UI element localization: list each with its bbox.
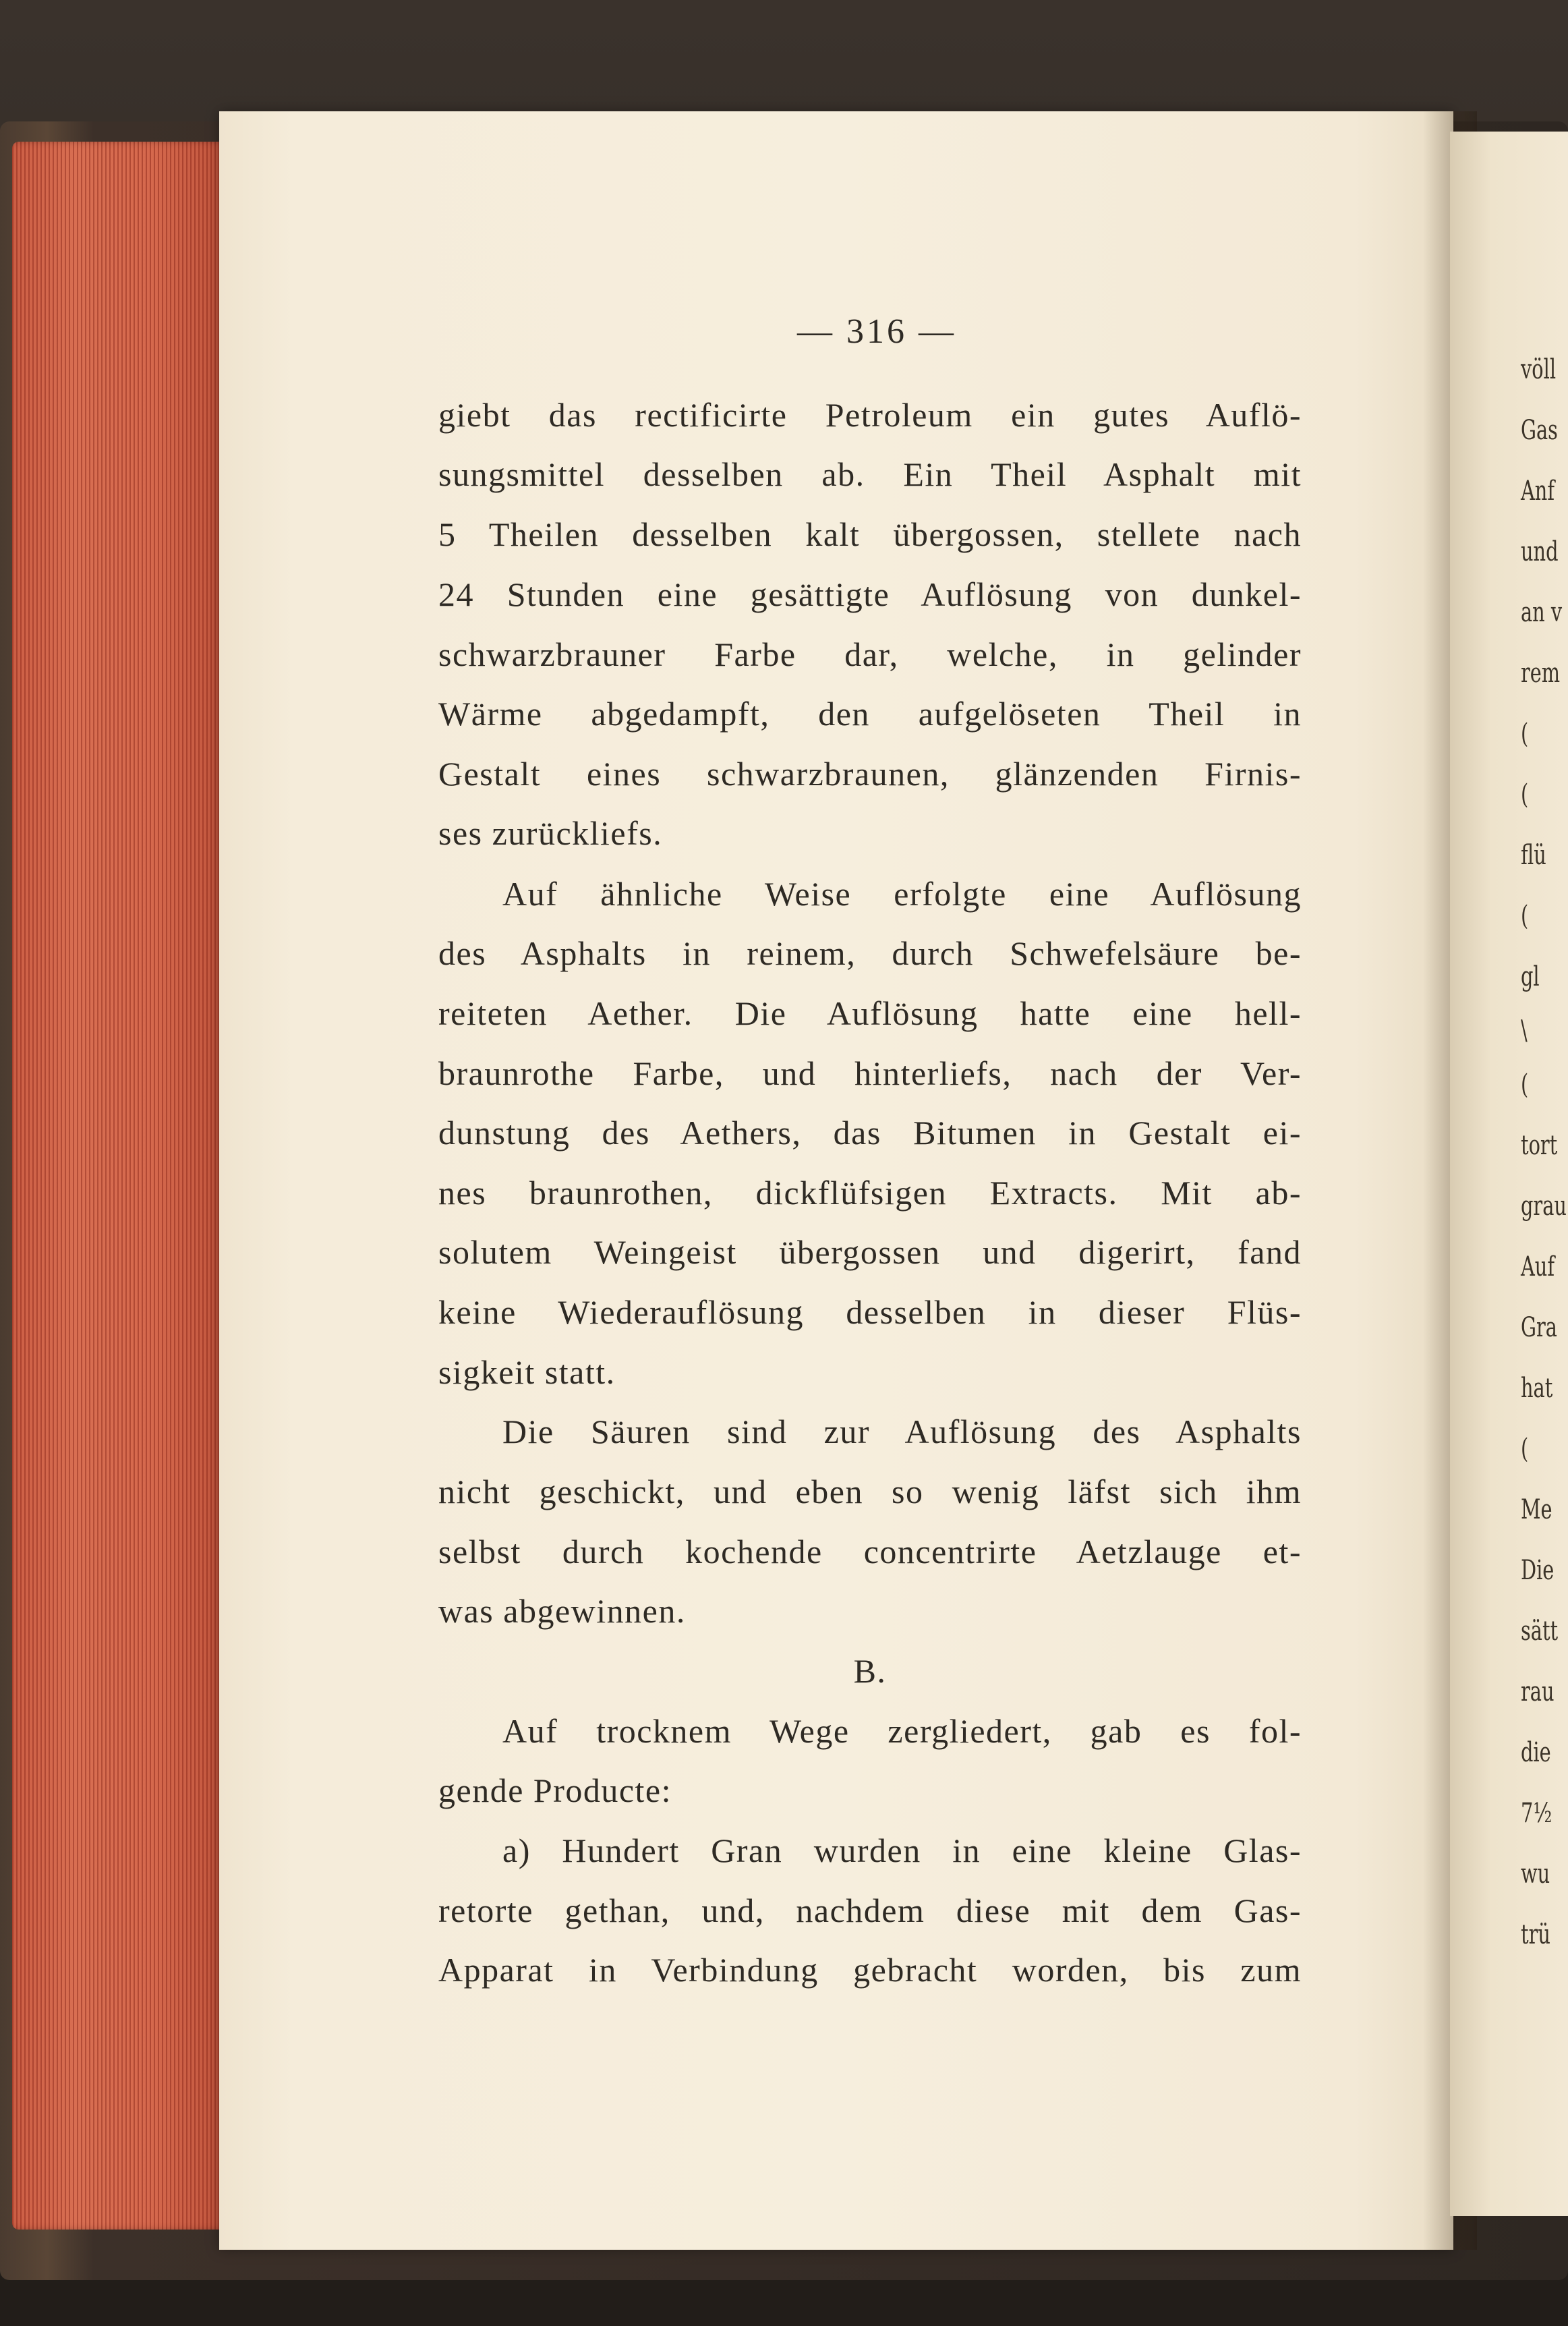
- facing-fragment: die: [1521, 1737, 1551, 1768]
- text-line: reiteten Aether. Die Auflösung hatte eine hell-: [438, 994, 1302, 1032]
- facing-fragment: rau: [1521, 1676, 1555, 1707]
- text-line: Auf trocknem Wege zergliedert, gab es fol-: [502, 1712, 1302, 1750]
- facing-fragment: an v: [1521, 597, 1563, 628]
- facing-fragment: rem: [1521, 658, 1561, 689]
- facing-fragment: 7½: [1521, 1798, 1552, 1829]
- facing-fragment: (: [1521, 901, 1529, 932]
- facing-fragment: trü: [1521, 1919, 1550, 1950]
- facing-fragment: Me: [1521, 1494, 1552, 1525]
- text-line: nicht geschickt, und eben so wenig läfst sich ihm: [438, 1473, 1302, 1510]
- facing-fragment: und: [1521, 536, 1559, 567]
- text-line: des Asphalts in reinem, durch Schwefelsäure be-: [438, 934, 1302, 972]
- page-number: — 316 —: [797, 312, 956, 351]
- text-line: gende Producte:: [438, 1771, 672, 1809]
- text-line: Auf ähnliche Weise erfolgte eine Auflösung: [502, 875, 1302, 913]
- text-line: giebt das rectificirte Petroleum ein gutes Auflö-: [438, 396, 1302, 434]
- facing-fragment: Die: [1521, 1555, 1555, 1586]
- facing-fragment: Anf: [1521, 476, 1555, 507]
- text-line: a) Hundert Gran wurden in eine kleine Glas-: [502, 1832, 1302, 1869]
- facing-fragment: (: [1521, 779, 1529, 810]
- facing-fragment: völl: [1521, 354, 1557, 385]
- facing-fragment: \: [1521, 1015, 1528, 1046]
- facing-fragment: (: [1521, 1434, 1529, 1465]
- text-line: keine Wiederauflösung desselben in dieser Flüs-: [438, 1293, 1302, 1331]
- facing-fragment: flü: [1521, 840, 1546, 871]
- text-line: 24 Stunden eine gesättigte Auflösung von dunkel-: [438, 575, 1302, 613]
- facing-fragment: (: [1521, 1069, 1529, 1100]
- facing-fragment: hat: [1521, 1373, 1553, 1404]
- facing-fragment: (: [1521, 718, 1529, 749]
- page-fore-edge: [12, 142, 227, 2230]
- text-line: schwarzbrauner Farbe dar, welche, in gelinder: [438, 635, 1302, 673]
- text-line: sungsmittel desselben ab. Ein Theil Asphalt mit: [438, 455, 1302, 493]
- facing-fragment: Auf: [1521, 1251, 1555, 1282]
- facing-fragment: gl: [1521, 961, 1540, 992]
- text-line: 5 Theilen desselben kalt übergossen, stellete nach: [438, 515, 1302, 553]
- text-line: Wärme abgedampft, den aufgelöseten Theil in: [438, 695, 1302, 733]
- right-facing-page: [1450, 132, 1568, 2216]
- text-line: selbst durch kochende concentrirte Aetzlauge et-: [438, 1533, 1302, 1570]
- text-line: solutem Weingeist übergossen und digerirt, fand: [438, 1233, 1302, 1271]
- text-line: braunrothe Farbe, und hinterliefs, nach der Ver-: [438, 1054, 1302, 1092]
- facing-fragment: grau: [1521, 1191, 1567, 1222]
- text-line: Apparat in Verbindung gebracht worden, bis zum: [438, 1951, 1302, 1989]
- text-line: sigkeit statt.: [438, 1353, 616, 1391]
- facing-fragment: sätt: [1521, 1616, 1559, 1647]
- text-line: ses zurückliefs.: [438, 814, 663, 852]
- facing-fragment: Gas: [1521, 415, 1558, 446]
- facing-fragment: wu: [1521, 1859, 1550, 1890]
- text-line: was abgewinnen.: [438, 1592, 686, 1630]
- text-line: dunstung des Aethers, das Bitumen in Gestalt ei-: [438, 1114, 1302, 1152]
- facing-fragment: tort: [1521, 1130, 1558, 1161]
- facing-fragment: Gra: [1521, 1312, 1557, 1343]
- text-line: nes braunrothen, dickflüfsigen Extracts. Mit ab-: [438, 1174, 1302, 1212]
- text-line: Die Säuren sind zur Auflösung des Asphalts: [502, 1413, 1302, 1450]
- section-heading: B.: [853, 1652, 887, 1690]
- text-line: retorte gethan, und, nachdem diese mit dem Gas-: [438, 1892, 1302, 1929]
- text-line: Gestalt eines schwarzbraunen, glänzenden Firnis-: [438, 755, 1302, 793]
